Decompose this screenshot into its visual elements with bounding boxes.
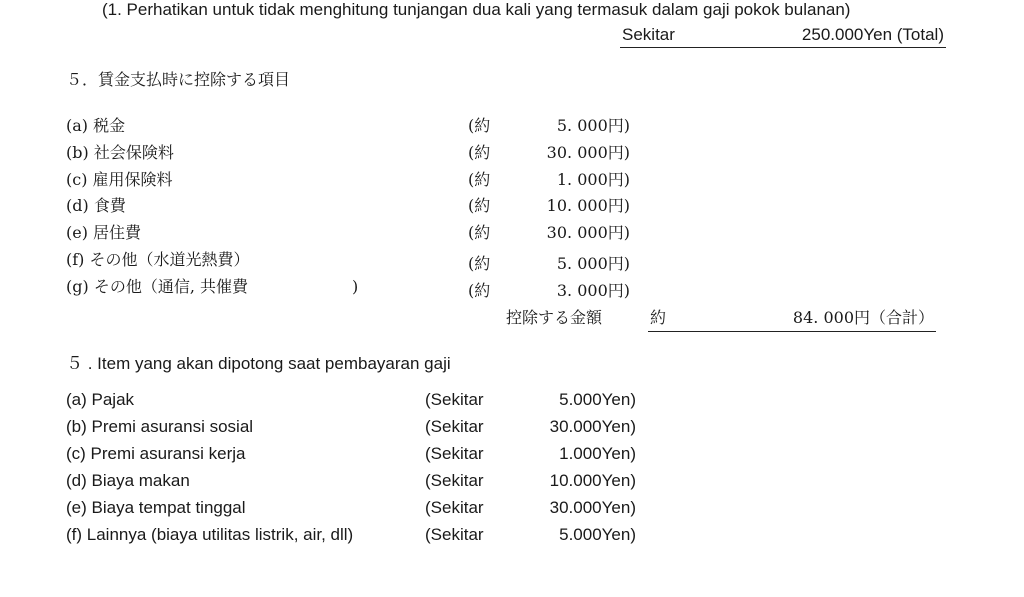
id-item-label: (c) Premi asuransi kerja xyxy=(66,444,246,463)
id-item-approx: (Sekitar xyxy=(425,471,484,490)
jp-item-approx: (約 xyxy=(468,116,491,135)
id-item-approx: (Sekitar xyxy=(425,390,484,409)
jp-item-approx: (約 xyxy=(468,143,491,162)
jp-item-label: (g) その他（通信, 共催費 xyxy=(66,277,248,296)
jp-item-label: (f) その他（水道光熱費） xyxy=(66,250,250,269)
jp-total-amount: 84. 000円（合計） xyxy=(792,308,934,327)
jp-section-heading: ５．賃金支払時に控除する項目 xyxy=(66,70,291,89)
id-item-approx: (Sekitar xyxy=(425,417,484,436)
id-item-amount: 5.000Yen) xyxy=(559,525,636,544)
jp-item-label: (e) 居住費 xyxy=(66,223,142,242)
jp-item-amount: 10. 000円) xyxy=(546,196,630,215)
jp-total-label: 控除する金額 xyxy=(506,308,603,327)
jp-item-amount: 5. 000円) xyxy=(556,116,630,135)
jp-item-approx: (約 xyxy=(468,281,491,300)
id-item-label: (e) Biaya tempat tinggal xyxy=(66,498,246,517)
id-item-approx: (Sekitar xyxy=(425,525,484,544)
jp-item-label: (c) 雇用保険料 xyxy=(66,170,173,189)
jp-item-label: (d) 食費 xyxy=(66,196,126,215)
jp-item-label: (a) 税金 xyxy=(66,116,126,135)
jp-item-label-close: ) xyxy=(352,277,359,296)
top-total-underline xyxy=(620,47,946,48)
id-section-heading: ５ . Item yang akan dipotong saat pembayaran gaji xyxy=(66,354,451,373)
jp-item-amount: 3. 000円) xyxy=(556,281,630,300)
jp-item-amount: 5. 000円) xyxy=(556,254,630,273)
allowance-note: (1. Perhatikan untuk tidak menghitung tunjangan dua kali yang termasuk dalam gaji pokok bulanan) xyxy=(102,0,851,19)
jp-item-approx: (約 xyxy=(468,170,491,189)
jp-item-approx: (約 xyxy=(468,196,491,215)
id-item-approx: (Sekitar xyxy=(425,444,484,463)
jp-item-amount: 1. 000円) xyxy=(556,170,630,189)
id-item-amount: 5.000Yen) xyxy=(559,390,636,409)
id-item-amount: 1.000Yen) xyxy=(559,444,636,463)
jp-total-approx: 約 xyxy=(650,308,667,327)
id-item-label: (a) Pajak xyxy=(66,390,135,409)
jp-item-label: (b) 社会保険料 xyxy=(66,143,174,162)
id-item-amount: 30.000Yen) xyxy=(549,417,636,436)
jp-item-approx: (約 xyxy=(468,254,491,273)
top-total-amount: 250.000Yen (Total) xyxy=(801,25,944,44)
jp-item-amount: 30. 000円) xyxy=(546,143,630,162)
top-total-label: Sekitar xyxy=(622,25,675,44)
jp-item-amount: 30. 000円) xyxy=(546,223,630,242)
jp-total-underline xyxy=(648,331,936,332)
id-item-approx: (Sekitar xyxy=(425,498,484,517)
id-item-label: (b) Premi asuransi sosial xyxy=(66,417,254,436)
id-item-amount: 10.000Yen) xyxy=(549,471,636,490)
id-item-label: (f) Lainnya (biaya utilitas listrik, air, dll) xyxy=(66,525,354,544)
jp-item-approx: (約 xyxy=(468,223,491,242)
id-item-label: (d) Biaya makan xyxy=(66,471,190,490)
id-item-amount: 30.000Yen) xyxy=(549,498,636,517)
